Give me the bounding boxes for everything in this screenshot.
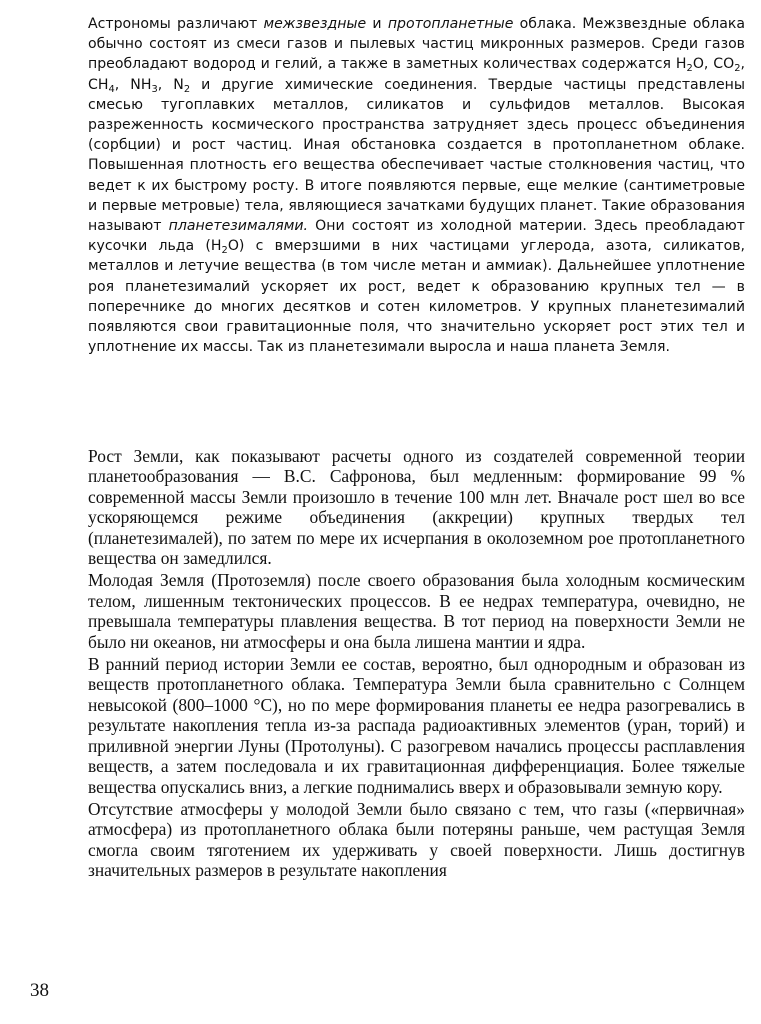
- paragraph-1: Рост Земли, как показывают расчеты одного из создателей современной теории планетообразования — В.С. Сафронова, был медленным: формирование 99 % современной массы Земли произошло в течение 100 млн лет. Вначале рост шел во все ускоряющемся режиме объединения (аккреции) крупных твердых тел (планетезималей), по затем по мере их исчерпания в околоземном рое протопланетного вещества он замедлился.: [88, 446, 745, 569]
- text-run: , NH: [114, 76, 152, 93]
- subscript: 2: [183, 83, 191, 95]
- text-run: и другие химические соединения. Твердые частицы представлены смесью тугоплавких металлов, силикатов и сульфидов металлов. Высокая разреженность космического пространства затрудняет здесь процесс объединения (сорбции) и рост частиц. Иная обстановка создается в протопланетном облаке. Повышенная плотность его вещества обеспечивает частые столкновения частиц, что ведет к их быстрому росту. В итоге появляются первые, еще мелкие (сантиметровые и первые метровые) тела, являющиеся зачатками будущих планет. Такие образования называют: [88, 76, 745, 235]
- term-planetesimals: планетезималями.: [168, 218, 308, 235]
- paragraph-2: Молодая Земля (Протоземля) после своего образования была холодным космическим телом, лишенным тектонических процессов. В ее недрах температура, очевидно, не превышала температуры плавления вещества. В тот период на поверхности Земли не было ни океанов, ни атмосферы и она была лишена мантии и ядра.: [88, 570, 745, 652]
- sidebar-text-block: [88, 14, 745, 357]
- page-number: 38: [30, 980, 49, 1001]
- paragraph-4: Отсутствие атмосферы у молодой Земли было связано с тем, что газы («первичная» атмосфера) из протопланетного облака были потеряны раньше, чем растущая Земля смогла своим тяготением их удерживать у своей поверхности. Лишь достигнув значительных размеров в результате накопления: [88, 798, 745, 881]
- text-run: O, CO: [692, 56, 735, 73]
- main-text-block: [88, 446, 745, 881]
- text-run: , N: [157, 76, 184, 93]
- text-run: Астрономы различают: [88, 16, 264, 32]
- subscript: 4: [108, 83, 115, 95]
- sidebar-paragraph: [88, 14, 745, 357]
- subscript: 2: [734, 63, 741, 75]
- text-run: облака. Межзвездные облака обычно состоят из смеси газов и пылевых частиц микронных размеров. Среди газов преобладают водород и гелий, а также в заметных количествах содержатся H: [88, 16, 745, 73]
- subscript: 3: [151, 83, 158, 95]
- text-run: Они состоят из холодной материи. Здесь преобладают кусочки льда (H: [88, 218, 745, 255]
- term-interstellar: межзвездные: [263, 16, 367, 32]
- text-run: , CH: [88, 56, 745, 93]
- term-protoplanetary: протопланетные: [387, 16, 514, 32]
- subscript: 2: [221, 245, 228, 257]
- paragraph-3: В ранний период истории Земли ее состав, вероятно, был однородным и образован из веществ протопланетного облака. Температура Земли была сравнительно с Солнцем невысокой (800–1000 °С), но по мере формирования планеты ее недра разогревались в результате накопления тепла из-за распада радиоактивных элементов (уран, торий) и приливной энергии Луны (Протолуны). С разогревом начались процессы расплавления веществ, а затем последовала и их гравитационная дифференциация. Более тяжелые вещества опускались вниз, а легкие поднимались вверх и образовывали земную кору.: [88, 654, 745, 797]
- text-run: и: [366, 16, 388, 32]
- subscript: 2: [686, 63, 693, 75]
- text-run: O) с вмерзшими в них частицами углерода, азота, силикатов, металлов и летучие вещества (в том числе метан и аммиак). Дальнейшее уплотнение роя планетезималий ускоряет их рост, ведет к образованию крупных тел — в поперечнике до многих десятков и сотен километров. У крупных планетезималий появляются свои гравитационные поля, что значительно ускоряет рост этих тел и уплотнение их массы. Так из планетезимали выросла и наша планета Земля.: [88, 238, 745, 356]
